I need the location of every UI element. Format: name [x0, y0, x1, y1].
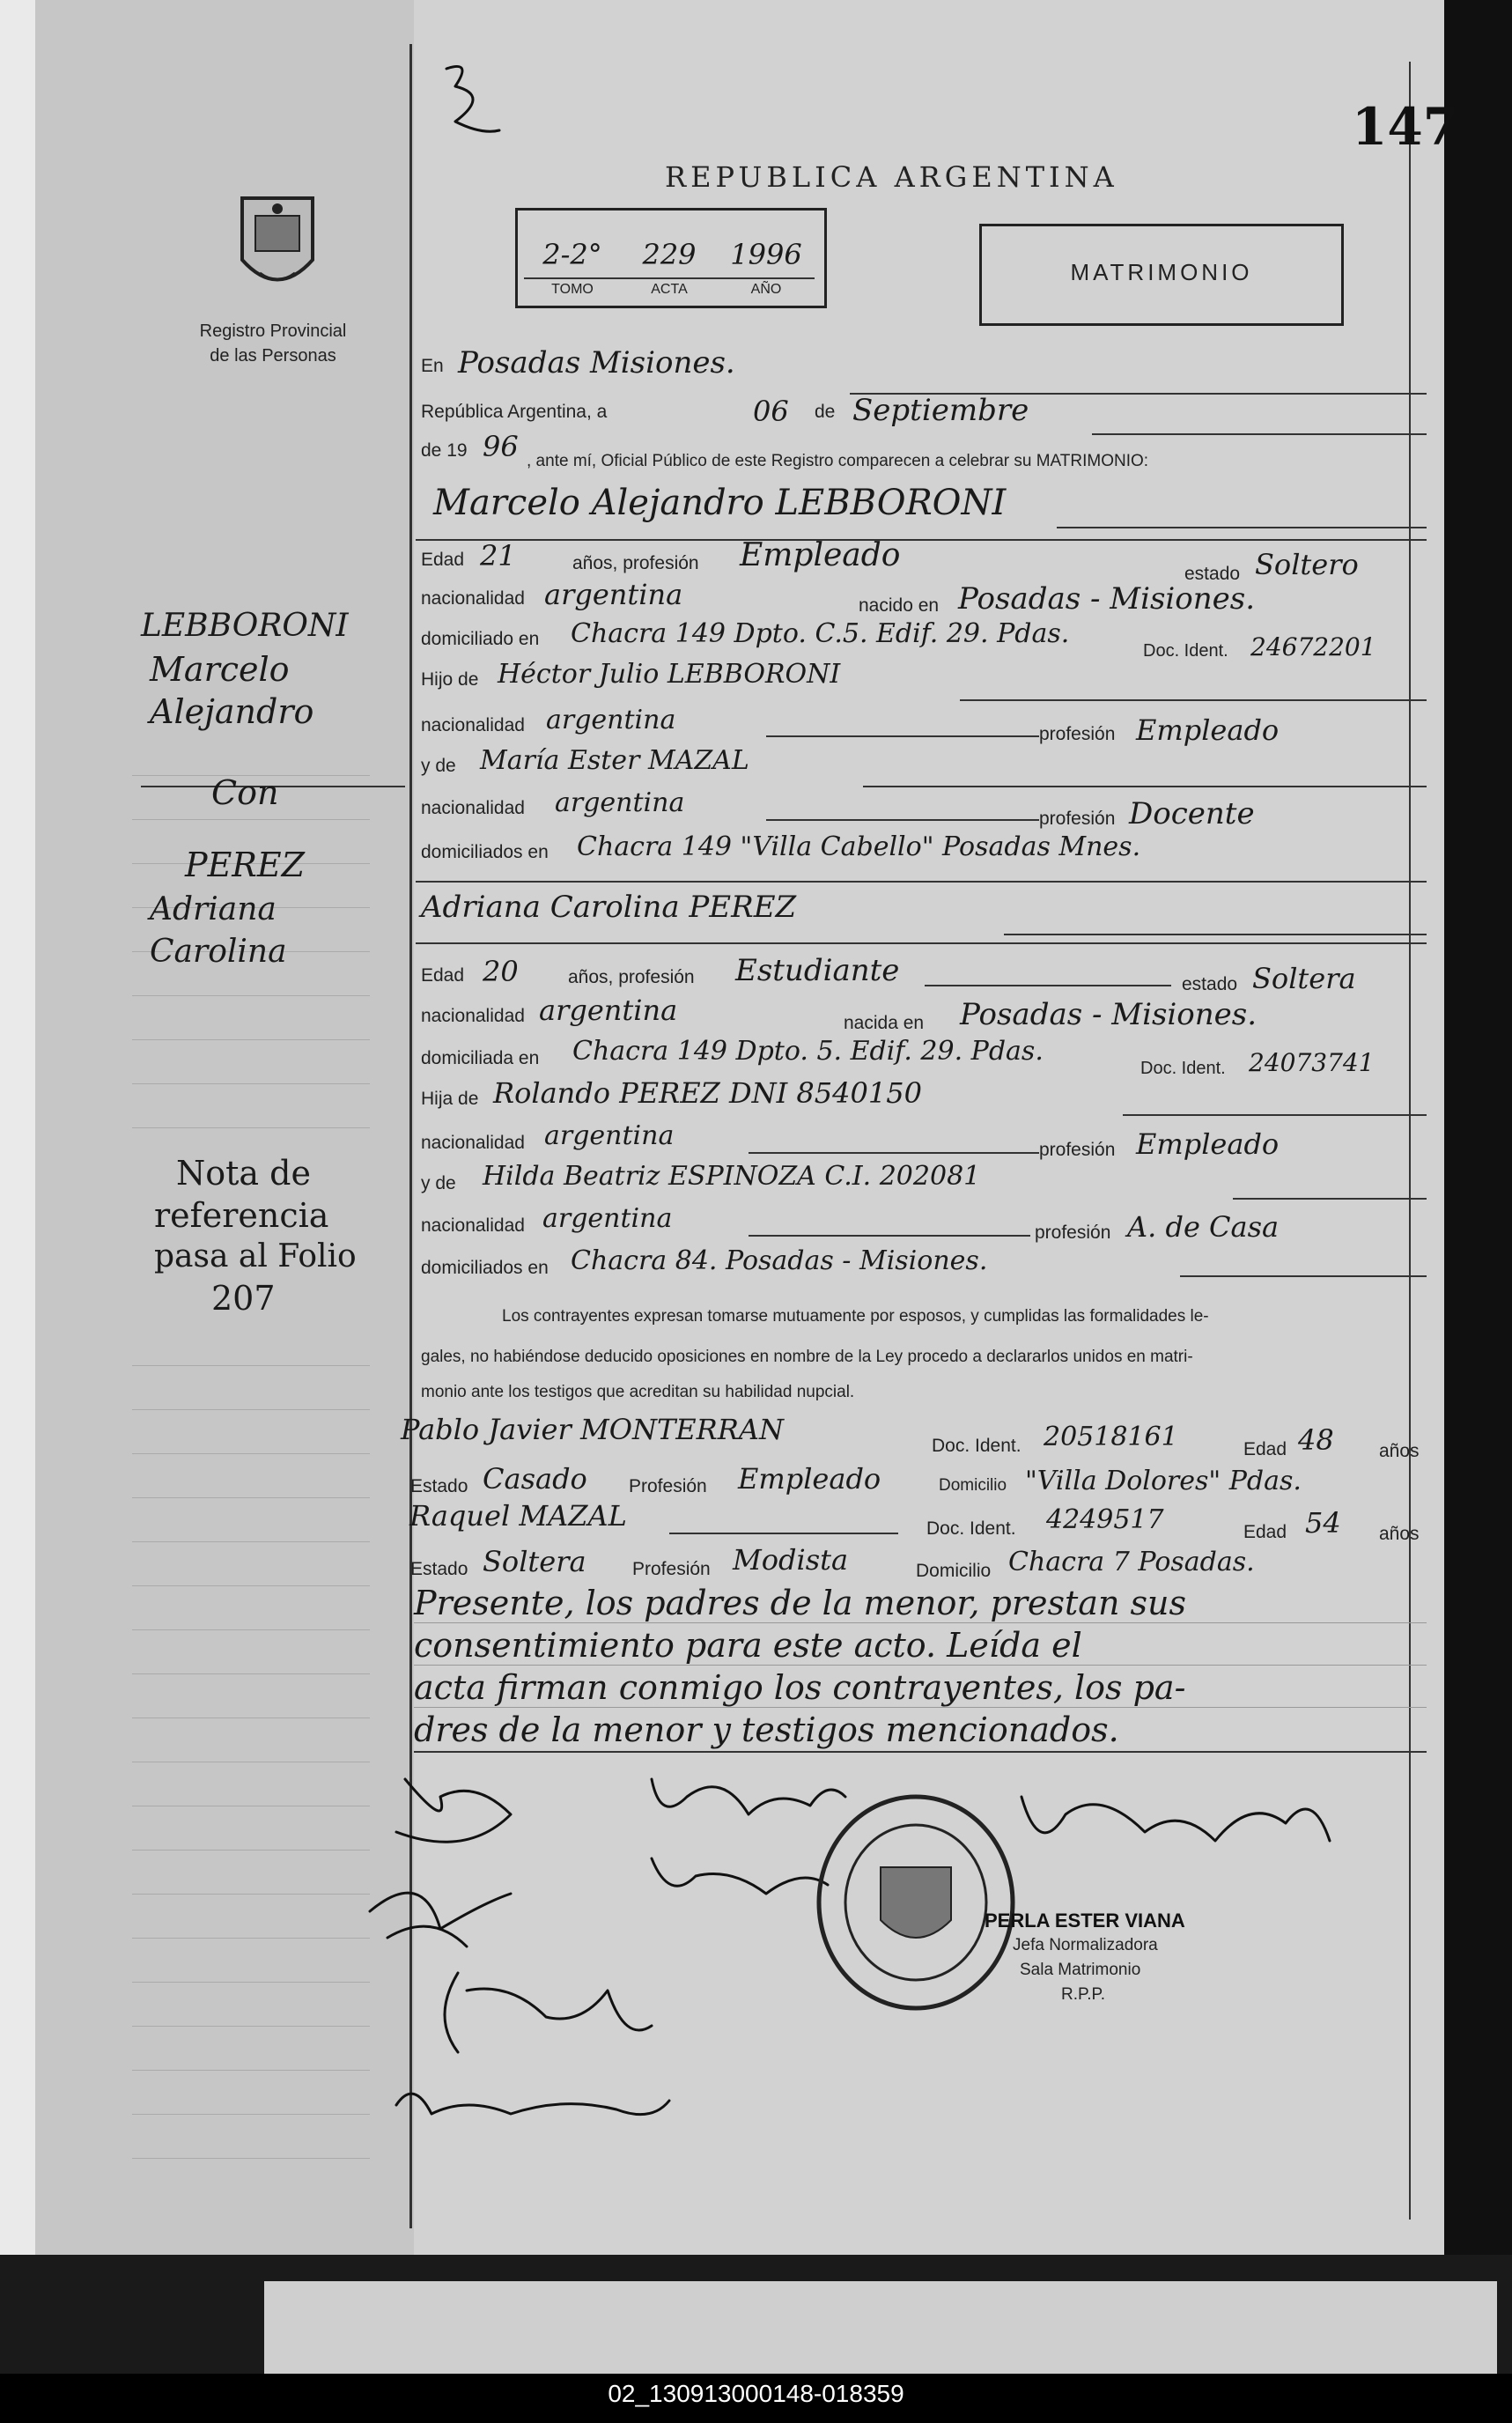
margin-note-line: LEBBORONI: [141, 608, 349, 644]
month-value: Septiembre: [852, 393, 1029, 428]
republica-label: República Argentina, a: [421, 402, 608, 422]
witness2-age: 54: [1305, 1506, 1341, 1540]
nacido-label: nacido en: [859, 595, 940, 616]
day-value: 06: [753, 395, 789, 428]
nacionalidad-label: nacionalidad: [421, 588, 525, 609]
bride-father-profession: Empleado: [1136, 1127, 1280, 1161]
year-value: 96: [483, 430, 519, 463]
tomo-acta-labels: [524, 282, 815, 298]
fill-line: [1057, 527, 1427, 528]
margin-note-line: Carolina: [150, 934, 287, 970]
de-label: de: [815, 402, 836, 422]
signature-bride: [370, 1893, 511, 1947]
fill-line: [1123, 1114, 1427, 1116]
bride-father-nationality: argentina: [544, 1120, 675, 1151]
closing-line: dres de la menor y testigos mencionados.: [414, 1710, 1119, 1749]
bride-nationality: argentina: [539, 994, 678, 1027]
ruled-line: [132, 1409, 370, 1410]
section-rule: [416, 539, 1427, 541]
witness1-profession: Empleado: [738, 1462, 881, 1496]
margin-note-line: Alejandro: [150, 692, 314, 731]
groom-birthplace: Posadas - Misiones.: [958, 581, 1256, 617]
groom-profession: Empleado: [740, 537, 901, 573]
profesion-label: profesión: [1039, 724, 1116, 744]
ruled-line: [132, 1673, 370, 1674]
witness2-doc: 4249517: [1046, 1504, 1164, 1535]
witness2-name: Raquel MAZAL: [409, 1499, 627, 1533]
fill-line: [863, 786, 1427, 787]
witness2-profession: Modista: [733, 1543, 849, 1577]
nacionalidad-label: nacionalidad: [421, 715, 525, 735]
ruled-line: [132, 1127, 370, 1128]
declaration-line: Los contrayentes expresan tomarse mutuamente por esposos, y cumplidas las formalidades le-: [502, 1307, 1209, 1326]
country-title: REPUBLICA ARGENTINA: [665, 160, 1118, 194]
bride-mother-profession: A. de Casa: [1127, 1210, 1280, 1244]
ruled-line: [132, 1365, 370, 1366]
estado-label: estado: [1184, 564, 1241, 584]
edad-label: Edad: [421, 550, 465, 570]
bride-mother-nationality: argentina: [542, 1203, 673, 1234]
groom-mother-profession: Docente: [1129, 796, 1255, 831]
padres-domicilio-label: domiciliados en: [421, 1258, 549, 1278]
bride-parents-address: Chacra 84. Posadas - Misiones.: [571, 1245, 988, 1276]
place-value: Posadas Misiones.: [458, 345, 735, 380]
bride-profession: Estudiante: [735, 953, 900, 988]
groom-age: 21: [480, 539, 516, 573]
profesion-label: años, profesión: [568, 967, 695, 987]
fill-line: [669, 1533, 898, 1534]
section-rule: [414, 1751, 1427, 1753]
ruled-line: [132, 1497, 370, 1498]
signatures-area: [335, 1762, 1427, 2180]
profesion-label: años, profesión: [572, 553, 699, 573]
reference-note-line: referencia: [154, 1196, 329, 1235]
signature-witness1: [652, 1779, 845, 1814]
signature-witness2: [652, 1858, 828, 1894]
nacionalidad-label: nacionalidad: [421, 1006, 525, 1026]
domicilio-label: domiciliada en: [421, 1048, 540, 1068]
signature-official: [1022, 1797, 1330, 1841]
groom-address: Chacra 149 Dpto. C.5. Edif. 29. Pdas.: [571, 618, 1070, 649]
groom-father-nationality: argentina: [546, 705, 676, 735]
ruled-line: [132, 1039, 370, 1040]
bride-mother: Hilda Beatriz ESPINOZA C.I. 202081: [483, 1161, 981, 1192]
ruled-line: [132, 819, 370, 820]
profesion-label: profesión: [1039, 809, 1116, 829]
margin-note-line: Adriana: [150, 891, 277, 927]
ruled-line: [132, 1541, 370, 1542]
fill-line: [766, 819, 1039, 821]
doc-label: Doc. Ident.: [932, 1436, 1022, 1456]
signature-rolando: [445, 1973, 652, 2052]
ruled-line: [414, 1622, 1427, 1623]
estado-label: Estado: [410, 1559, 468, 1579]
initial-mark: [438, 60, 508, 157]
hija-label: Hija de: [421, 1089, 479, 1109]
ruled-line: [132, 1083, 370, 1084]
folio-number: 147: [1352, 97, 1459, 157]
bride-age: 20: [483, 955, 519, 988]
ruled-line: [132, 1453, 370, 1454]
section-rule: [416, 942, 1427, 944]
fill-line: [960, 699, 1427, 701]
witness1-doc: 20518161: [1044, 1422, 1178, 1452]
registry-line: Registro Provincial: [199, 321, 347, 341]
groom-name: Marcelo Alejandro LEBBORONI: [433, 483, 1007, 523]
ante-text: , ante mí, Oficial Público de este Registro comparecen a celebrar su MATRIMONIO:: [527, 452, 1149, 470]
fill-line: [1180, 1275, 1427, 1277]
groom-nationality: argentina: [544, 578, 683, 611]
margin-note-line: PEREZ: [185, 846, 306, 884]
registry-name: [167, 319, 379, 368]
margin-note-line: Marcelo: [150, 650, 290, 689]
fill-line: [749, 1152, 1039, 1154]
edad-label: Edad: [1243, 1439, 1287, 1459]
edad-label: Edad: [421, 965, 465, 986]
ruled-line: [132, 995, 370, 996]
bride-address: Chacra 149 Dpto. 5. Edif. 29. Pdas.: [572, 1036, 1044, 1067]
ruled-line: [132, 1629, 370, 1630]
profesion-label: Profesión: [632, 1559, 711, 1579]
nacionalidad-label: nacionalidad: [421, 1133, 525, 1153]
tomo-label: TOMO: [551, 282, 594, 297]
reference-note-line: Nota de: [176, 1154, 311, 1193]
page-edge: [0, 0, 35, 2255]
profesion-label: Profesión: [629, 1476, 707, 1496]
coat-of-arms-icon: [225, 189, 330, 308]
signature-espinoza: [396, 2094, 669, 2114]
registry-line: de las Personas: [210, 346, 336, 366]
closing-line: acta firman conmigo los contrayentes, los pa-: [414, 1668, 1186, 1707]
official-seal-icon: [819, 1797, 1013, 2008]
domicilio-label: Domicilio: [916, 1561, 992, 1581]
profesion-label: profesión: [1039, 1140, 1116, 1160]
groom-doc: 24672201: [1250, 632, 1376, 661]
official-title: Jefa Normalizadora: [1013, 1936, 1158, 1954]
ruled-line: [132, 1585, 370, 1586]
anos-label: años: [1379, 1441, 1420, 1461]
bride-name: Adriana Carolina PEREZ: [421, 890, 797, 925]
next-page-edge: [264, 2281, 1497, 2378]
closing-line: Presente, los padres de la menor, prestan sus: [414, 1584, 1186, 1622]
bride-father: Rolando PEREZ DNI 8540150: [493, 1076, 922, 1110]
estado-label: Estado: [410, 1476, 468, 1496]
doc-label: Doc. Ident.: [1140, 1059, 1226, 1078]
ano-value: 1996: [730, 238, 802, 271]
box-divider: [524, 277, 815, 279]
margin-note-line: Con: [211, 773, 279, 812]
domicilio-label: domiciliado en: [421, 629, 540, 649]
fill-line: [749, 1235, 1030, 1237]
estado-label: estado: [1182, 974, 1238, 994]
groom-mother: María Ester MAZAL: [480, 745, 749, 776]
doc-label: Doc. Ident.: [926, 1518, 1016, 1539]
edad-label: Edad: [1243, 1522, 1287, 1542]
nacida-label: nacida en: [844, 1013, 925, 1033]
declaration-line: monio ante los testigos que acreditan su habilidad nupcial.: [421, 1383, 855, 1401]
declaration-line: gales, no habiéndose deducido oposiciones en nombre de la Ley procedo a declararlos unidos en matri-: [421, 1348, 1193, 1366]
closing-line: consentimiento para este acto. Leída el: [414, 1626, 1082, 1665]
bride-doc: 24073741: [1249, 1048, 1375, 1077]
section-rule: [416, 881, 1427, 883]
doc-label: Doc. Ident.: [1143, 641, 1228, 661]
fill-line: [1233, 1198, 1427, 1200]
bride-status: Soltera: [1252, 962, 1356, 995]
witness1-age: 48: [1298, 1423, 1334, 1457]
witness1-status: Casado: [483, 1462, 587, 1496]
bride-birthplace: Posadas - Misiones.: [960, 997, 1258, 1032]
reference-note-line: 207: [211, 1279, 276, 1318]
ruled-line: [414, 1665, 1427, 1666]
domicilio-label: Domicilio: [939, 1476, 1007, 1495]
yde-label: y de: [421, 756, 456, 776]
image-id: 02_130913000148-018359: [608, 2380, 904, 2407]
hijo-label: Hijo de: [421, 669, 479, 690]
fill-line: [1004, 934, 1427, 935]
groom-father-profession: Empleado: [1136, 713, 1280, 747]
acta-value: 229: [642, 238, 697, 271]
tomo-acta-values: [524, 238, 815, 271]
tomo-value: 2-2°: [542, 238, 602, 271]
en-label: En: [421, 356, 444, 376]
witness2-address: Chacra 7 Posadas.: [1008, 1547, 1255, 1577]
profesion-label: profesión: [1035, 1223, 1111, 1243]
yde-label: y de: [421, 1173, 456, 1193]
official-name: PERLA ESTER VIANA: [985, 1910, 1185, 1932]
fill-line: [1092, 433, 1427, 435]
reference-note-line: pasa al Folio: [154, 1238, 357, 1274]
nacionalidad-label: nacionalidad: [421, 1215, 525, 1236]
ano-label: AÑO: [750, 282, 782, 297]
groom-mother-nationality: argentina: [555, 787, 685, 818]
ruled-line: [414, 1707, 1427, 1708]
groom-parents-address: Chacra 149 "Villa Cabello" Posadas Mnes.: [577, 831, 1141, 862]
witness1-name: Pablo Javier MONTERRAN: [401, 1413, 784, 1446]
acta-label: ACTA: [651, 282, 688, 297]
fill-line: [925, 985, 1171, 986]
anos-label: años: [1379, 1524, 1420, 1544]
groom-status: Soltero: [1255, 548, 1359, 581]
signature-groom: [396, 1779, 511, 1842]
witness1-address: "Villa Dolores" Pdas.: [1025, 1466, 1302, 1496]
witness2-status: Soltera: [483, 1545, 586, 1578]
official-title: Sala Matrimonio: [1020, 1961, 1141, 1979]
official-title: R.P.P.: [1061, 1985, 1106, 2004]
act-type: MATRIMONIO: [1070, 259, 1253, 285]
groom-father: Héctor Julio LEBBORONI: [498, 659, 841, 690]
padres-domicilio-label: domiciliados en: [421, 842, 549, 862]
nacionalidad-label: nacionalidad: [421, 798, 525, 818]
fill-line: [766, 735, 1039, 737]
year-prefix: de 19: [421, 440, 468, 461]
